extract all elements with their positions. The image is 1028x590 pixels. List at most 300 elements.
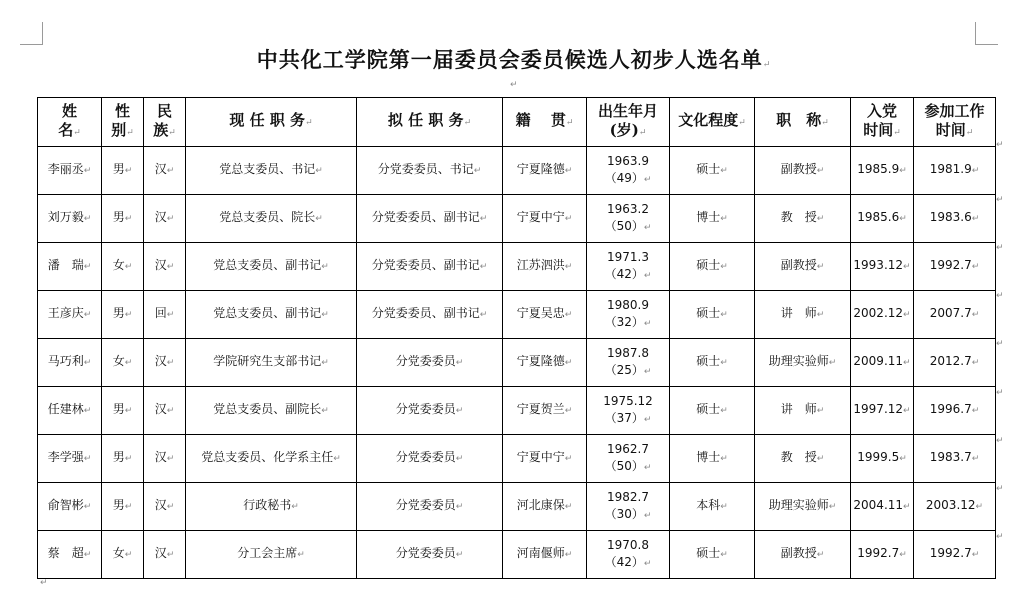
paragraph-mark: ↵ — [315, 214, 323, 224]
paragraph-mark: ↵ — [166, 310, 175, 320]
header-current-position — [186, 98, 357, 147]
cell-text: 汉 — [154, 402, 167, 416]
cell-text: 讲 师 — [780, 402, 817, 416]
cell-text: 1983.7 — [929, 450, 972, 464]
cell-work-start-date — [914, 483, 996, 531]
paragraph-mark: ↵ — [166, 166, 175, 176]
paragraph-mark: ↵ — [638, 127, 647, 138]
cell-text: 汉 — [154, 546, 167, 560]
header-text: 性 — [114, 101, 130, 120]
header-gender — [102, 98, 144, 147]
paragraph-mark: ↵ — [479, 214, 488, 224]
cell-work-start-date — [914, 339, 996, 387]
paragraph-mark: ↵ — [473, 166, 482, 176]
paragraph-mark: ↵ — [166, 406, 175, 416]
cell-text: 女 — [112, 354, 125, 368]
cell-name — [38, 195, 102, 243]
paragraph-mark: ↵ — [996, 484, 1004, 494]
cell-text: 硕士 — [696, 402, 721, 416]
paragraph-mark: ↵ — [564, 262, 573, 272]
paragraph-mark: ↵ — [83, 406, 92, 416]
cell-text: 河北康保 — [516, 498, 565, 512]
paragraph-mark: ↵ — [720, 502, 728, 512]
header-text: 拟 任 职 务 — [387, 111, 464, 129]
paragraph-mark: ↵ — [643, 558, 652, 569]
cell-party-join-date — [851, 291, 914, 339]
table-body — [38, 147, 996, 579]
paragraph-mark: ↵ — [455, 550, 464, 560]
paragraph-mark: ↵ — [479, 262, 488, 272]
cell-text: 李学强 — [47, 450, 84, 464]
cell-name — [38, 147, 102, 195]
cell-ethnicity — [144, 339, 186, 387]
header-text: (岁) — [609, 120, 639, 139]
cell-text: 汉 — [154, 498, 167, 512]
paragraph-mark: ↵ — [971, 406, 980, 416]
cell-text: 1985.9 — [857, 162, 900, 176]
paragraph-mark: ↵ — [564, 454, 573, 464]
header-text: 入党 — [866, 101, 897, 120]
cell-text: 副教授 — [780, 258, 817, 272]
paragraph-mark: ↵ — [564, 502, 573, 512]
cell-education — [670, 531, 755, 579]
paragraph-mark: ↵ — [899, 550, 907, 560]
paragraph-mark: ↵ — [643, 510, 652, 521]
candidate-table — [37, 97, 996, 579]
cell-ethnicity — [144, 147, 186, 195]
cell-text: 党总支委员、副书记 — [213, 306, 322, 320]
paragraph-mark: ↵ — [124, 550, 133, 560]
paragraph-mark: ↵ — [73, 127, 81, 138]
cell-text: 本科 — [696, 498, 721, 512]
cell-text: 男 — [112, 210, 125, 224]
header-text: 职 称 — [776, 111, 822, 129]
paragraph-mark: ↵ — [564, 214, 573, 224]
cell-native-place — [503, 195, 587, 243]
cell-text: 2012.7 — [929, 354, 972, 368]
cell-party-join-date — [851, 195, 914, 243]
paragraph-mark: ↵ — [720, 214, 728, 224]
cell-party-join-date — [851, 435, 914, 483]
header-text: 籍 贯 — [515, 111, 566, 129]
paragraph-mark: ↵ — [124, 454, 133, 464]
cell-native-place — [503, 291, 587, 339]
cell-job-title — [755, 531, 851, 579]
cell-text: 党总支委员、书记 — [219, 162, 316, 176]
cell-text: 党总支委员、院长 — [219, 210, 316, 224]
header-work-start-date — [914, 98, 996, 147]
cell-native-place — [503, 339, 587, 387]
cell-text: 1992.7 — [929, 546, 972, 560]
paragraph-mark: ↵ — [643, 462, 652, 473]
paragraph-mark: ↵ — [828, 502, 837, 512]
cell-work-start-date — [914, 147, 996, 195]
paragraph-mark: ↵ — [291, 502, 299, 512]
cell-name — [38, 531, 102, 579]
paragraph-mark: ↵ — [965, 127, 974, 138]
cell-age: （25） — [604, 362, 644, 377]
cell-current-position — [186, 387, 357, 435]
cell-ethnicity — [144, 483, 186, 531]
paragraph-mark: ↵ — [321, 310, 329, 320]
paragraph-mark: ↵ — [996, 291, 1004, 301]
cell-text: 分党委委员、副书记 — [371, 306, 480, 320]
cell-text: 讲 师 — [780, 306, 817, 320]
paragraph-mark: ↵ — [996, 140, 1004, 150]
paragraph-mark: ↵ — [738, 118, 746, 128]
cell-party-join-date — [851, 531, 914, 579]
cell-text: 1981.9 — [929, 162, 972, 176]
cell-text: 1971.3 — [607, 249, 649, 264]
cell-current-position — [186, 195, 357, 243]
cell-education — [670, 339, 755, 387]
header-text: 参加工作 — [924, 101, 985, 120]
cell-age: （30） — [604, 506, 644, 521]
cell-text: 教 授 — [780, 210, 817, 224]
cell-birth-date — [587, 387, 670, 435]
cell-job-title — [755, 387, 851, 435]
header-text: 文化程度 — [678, 111, 739, 129]
cell-party-join-date — [851, 243, 914, 291]
paragraph-mark: ↵ — [124, 358, 133, 368]
paragraph-mark: ↵ — [321, 406, 329, 416]
paragraph-mark: ↵ — [643, 270, 652, 281]
paragraph-mark: ↵ — [455, 406, 464, 416]
paragraph-mark: ↵ — [762, 60, 772, 70]
cell-text: 党总支委员、化学系主任 — [201, 450, 334, 464]
cell-current-position — [186, 531, 357, 579]
paragraph-mark: ↵ — [166, 262, 175, 272]
cell-age: （42） — [604, 266, 644, 281]
cell-text: 男 — [112, 450, 125, 464]
header-birth-date — [587, 98, 670, 147]
cell-party-join-date — [851, 483, 914, 531]
cell-party-join-date — [851, 147, 914, 195]
cell-job-title — [755, 243, 851, 291]
cell-text: 学院研究生支部书记 — [213, 354, 322, 368]
cell-text: 硕士 — [696, 354, 721, 368]
paragraph-mark: ↵ — [643, 414, 652, 425]
cell-native-place — [503, 147, 587, 195]
cell-text: 1993.12 — [853, 258, 904, 272]
table-row — [38, 531, 996, 579]
cell-name — [38, 339, 102, 387]
paragraph-mark: ↵ — [83, 502, 92, 512]
cell-text: 硕士 — [696, 162, 721, 176]
cell-text: 1987.8 — [607, 345, 649, 360]
cell-text: 党总支委员、副书记 — [213, 258, 322, 272]
cell-proposed-position — [357, 435, 503, 483]
paragraph-mark: ↵ — [720, 406, 728, 416]
cell-education — [670, 195, 755, 243]
cell-birth-date — [587, 483, 670, 531]
cell-text: 1963.2 — [607, 201, 649, 216]
cell-text: 潘 瑞 — [47, 258, 84, 272]
cell-text: 汉 — [154, 258, 167, 272]
cell-education — [670, 435, 755, 483]
cell-text: 1997.12 — [853, 402, 904, 416]
cell-work-start-date — [914, 435, 996, 483]
paragraph-mark: ↵ — [899, 454, 907, 464]
table-row — [38, 147, 996, 195]
paragraph-mark: ↵ — [816, 214, 825, 224]
cell-proposed-position — [357, 291, 503, 339]
cell-text: 分党委委员、书记 — [377, 162, 474, 176]
paragraph-mark: ↵ — [455, 454, 464, 464]
header-text: 别 — [111, 120, 127, 139]
paragraph-mark: ↵ — [816, 406, 825, 416]
cell-work-start-date — [914, 243, 996, 291]
paragraph-mark: ↵ — [479, 310, 488, 320]
cell-text: 任建林 — [47, 402, 84, 416]
cell-text: 李丽丞 — [47, 162, 84, 176]
header-education — [670, 98, 755, 147]
cell-proposed-position — [357, 531, 503, 579]
paragraph-mark: ↵ — [971, 358, 980, 368]
cell-gender — [102, 291, 144, 339]
cell-text: 男 — [112, 306, 125, 320]
header-text: 姓 — [61, 101, 77, 120]
cell-text: 硕士 — [696, 258, 721, 272]
paragraph-mark: ↵ — [455, 358, 464, 368]
paragraph-mark: ↵ — [816, 262, 825, 272]
paragraph-mark: ↵ — [971, 214, 980, 224]
header-proposed-position — [357, 98, 503, 147]
cell-birth-date — [587, 147, 670, 195]
cell-text: 宁夏中宁 — [516, 210, 565, 224]
paragraph-mark: ↵ — [124, 166, 133, 176]
cell-text: 宁夏吴忠 — [516, 306, 565, 320]
cell-text: 汉 — [154, 354, 167, 368]
cell-proposed-position — [357, 147, 503, 195]
cell-text: 2003.12 — [925, 498, 976, 512]
cell-ethnicity — [144, 531, 186, 579]
paragraph-mark: ↵ — [168, 127, 176, 138]
cell-work-start-date — [914, 387, 996, 435]
cell-text: 1983.6 — [929, 210, 972, 224]
cell-name — [38, 435, 102, 483]
cell-text: 1980.9 — [607, 297, 649, 312]
cell-age: （50） — [604, 458, 644, 473]
header-text: 时间 — [863, 120, 894, 139]
paragraph-mark: ↵ — [83, 454, 92, 464]
paragraph-mark: ↵ — [166, 358, 175, 368]
cell-text: 硕士 — [696, 306, 721, 320]
paragraph-mark: ↵ — [720, 454, 728, 464]
table-row — [38, 387, 996, 435]
header-text: 现 任 职 务 — [229, 111, 306, 129]
paragraph-mark: ↵ — [564, 406, 573, 416]
cell-text: 1999.5 — [857, 450, 900, 464]
cell-text: 硕士 — [696, 546, 721, 560]
paragraph-mark: ↵ — [564, 358, 573, 368]
paragraph-mark: ↵ — [564, 166, 573, 176]
cell-text: 分党委委员 — [395, 354, 456, 368]
cell-text: 宁夏隆德 — [516, 354, 565, 368]
paragraph-mark: ↵ — [720, 550, 728, 560]
cell-party-join-date — [851, 387, 914, 435]
cell-gender — [102, 387, 144, 435]
cell-text: 宁夏贺兰 — [516, 402, 565, 416]
cell-text: 女 — [112, 258, 125, 272]
paragraph-mark: ↵ — [903, 262, 911, 272]
paragraph-mark: ↵ — [565, 118, 574, 128]
paragraph-mark: ↵ — [124, 406, 133, 416]
paragraph-mark: ↵ — [971, 550, 980, 560]
paragraph-mark: ↵ — [720, 358, 728, 368]
header-native-place — [503, 98, 587, 147]
cell-birth-date — [587, 291, 670, 339]
page-corner-top-left — [20, 22, 43, 45]
paragraph-mark: ↵ — [305, 118, 313, 128]
cell-text: 1992.7 — [929, 258, 972, 272]
paragraph-mark: ↵ — [816, 166, 825, 176]
paragraph-mark: ↵ — [996, 195, 1004, 205]
paragraph-mark: ↵ — [124, 502, 133, 512]
paragraph-mark: ↵ — [903, 358, 911, 368]
header-text: 时间 — [935, 120, 966, 139]
cell-current-position — [186, 291, 357, 339]
cell-work-start-date — [914, 531, 996, 579]
header-text: 名 — [58, 120, 74, 139]
paragraph-mark: ↵ — [720, 310, 728, 320]
cell-education — [670, 483, 755, 531]
document-title: 中共化工学院第一届委员会委员候选人初步人选名单↵ — [256, 47, 772, 72]
cell-gender — [102, 483, 144, 531]
cell-birth-date — [587, 435, 670, 483]
paragraph-mark: ↵ — [83, 550, 92, 560]
cell-ethnicity — [144, 243, 186, 291]
cell-text: 分党委委员 — [395, 402, 456, 416]
table-row — [38, 435, 996, 483]
cell-text: 分党委委员 — [395, 498, 456, 512]
paragraph-mark: ↵ — [166, 214, 175, 224]
paragraph-mark: ↵ — [899, 166, 907, 176]
cell-native-place — [503, 483, 587, 531]
cell-text: 党总支委员、副院长 — [213, 402, 322, 416]
paragraph-mark: ↵ — [996, 339, 1004, 349]
paragraph-mark: ↵ — [903, 310, 911, 320]
table-row — [38, 339, 996, 387]
cell-text: 马巧利 — [47, 354, 84, 368]
cell-birth-date — [587, 243, 670, 291]
header-ethnicity — [144, 98, 186, 147]
cell-text: 河南偃师 — [516, 546, 565, 560]
cell-text: 1975.12 — [603, 393, 653, 408]
header-row — [38, 98, 996, 147]
paragraph-mark: ↵ — [996, 388, 1004, 398]
cell-text: 男 — [112, 402, 125, 416]
cell-education — [670, 291, 755, 339]
paragraph-mark: ↵ — [83, 358, 92, 368]
paragraph-mark: ↵ — [816, 454, 825, 464]
cell-party-join-date — [851, 339, 914, 387]
cell-text: 1982.7 — [607, 489, 649, 504]
cell-text: 分党委委员、副书记 — [371, 258, 480, 272]
cell-text: 博士 — [696, 210, 721, 224]
header-party-join-date — [851, 98, 914, 147]
paragraph-mark: ↵ — [564, 550, 573, 560]
cell-text: 分党委委员、副书记 — [371, 210, 480, 224]
paragraph-mark: ↵ — [903, 502, 911, 512]
paragraph-mark: ↵ — [463, 118, 472, 128]
cell-text: 教 授 — [780, 450, 817, 464]
cell-job-title — [755, 195, 851, 243]
cell-ethnicity — [144, 387, 186, 435]
paragraph-mark: ↵ — [321, 358, 329, 368]
cell-text: 助理实验师 — [768, 498, 829, 512]
cell-gender — [102, 195, 144, 243]
paragraph-mark: ↵ — [828, 358, 837, 368]
header-job-title — [755, 98, 851, 147]
cell-native-place — [503, 243, 587, 291]
cell-native-place — [503, 387, 587, 435]
cell-text: 俞智彬 — [47, 498, 84, 512]
paragraph-mark: ↵ — [720, 166, 728, 176]
cell-text: 博士 — [696, 450, 721, 464]
cell-work-start-date — [914, 195, 996, 243]
paragraph-mark: ↵ — [333, 454, 341, 464]
paragraph-mark: ↵ — [315, 166, 323, 176]
cell-text: 2002.12 — [853, 306, 904, 320]
cell-text: 男 — [112, 162, 125, 176]
cell-gender — [102, 435, 144, 483]
paragraph-mark: ↵ — [643, 174, 652, 185]
cell-text: 2004.11 — [853, 498, 904, 512]
cell-text: 1963.9 — [607, 153, 649, 168]
paragraph-mark: ↵ — [83, 166, 92, 176]
cell-proposed-position — [357, 195, 503, 243]
page-corner-top-right — [975, 22, 998, 45]
paragraph-mark: ↵ — [510, 80, 518, 90]
cell-age: （32） — [604, 314, 644, 329]
paragraph-mark: ↵ — [643, 318, 652, 329]
paragraph-mark: ↵ — [83, 310, 92, 320]
paragraph-mark: ↵ — [899, 214, 907, 224]
cell-proposed-position — [357, 243, 503, 291]
cell-job-title — [755, 291, 851, 339]
cell-name — [38, 291, 102, 339]
cell-current-position — [186, 435, 357, 483]
cell-current-position — [186, 147, 357, 195]
paragraph-mark: ↵ — [643, 222, 652, 233]
cell-birth-date — [587, 531, 670, 579]
cell-proposed-position — [357, 387, 503, 435]
cell-education — [670, 387, 755, 435]
table-row — [38, 243, 996, 291]
header-name — [38, 98, 102, 147]
cell-text: 蔡 超 — [47, 546, 84, 560]
cell-name — [38, 483, 102, 531]
paragraph-mark: ↵ — [816, 310, 825, 320]
cell-ethnicity — [144, 435, 186, 483]
paragraph-mark: ↵ — [821, 118, 829, 128]
paragraph-mark: ↵ — [893, 127, 901, 138]
cell-age: （42） — [604, 554, 644, 569]
cell-text: 汉 — [154, 162, 167, 176]
cell-education — [670, 147, 755, 195]
paragraph-mark: ↵ — [321, 262, 329, 272]
paragraph-mark: ↵ — [166, 454, 175, 464]
cell-gender — [102, 243, 144, 291]
cell-native-place — [503, 531, 587, 579]
cell-job-title — [755, 435, 851, 483]
paragraph-mark: ↵ — [126, 127, 134, 138]
cell-birth-date — [587, 339, 670, 387]
paragraph-mark: ↵ — [166, 550, 175, 560]
cell-current-position — [186, 339, 357, 387]
cell-job-title — [755, 339, 851, 387]
